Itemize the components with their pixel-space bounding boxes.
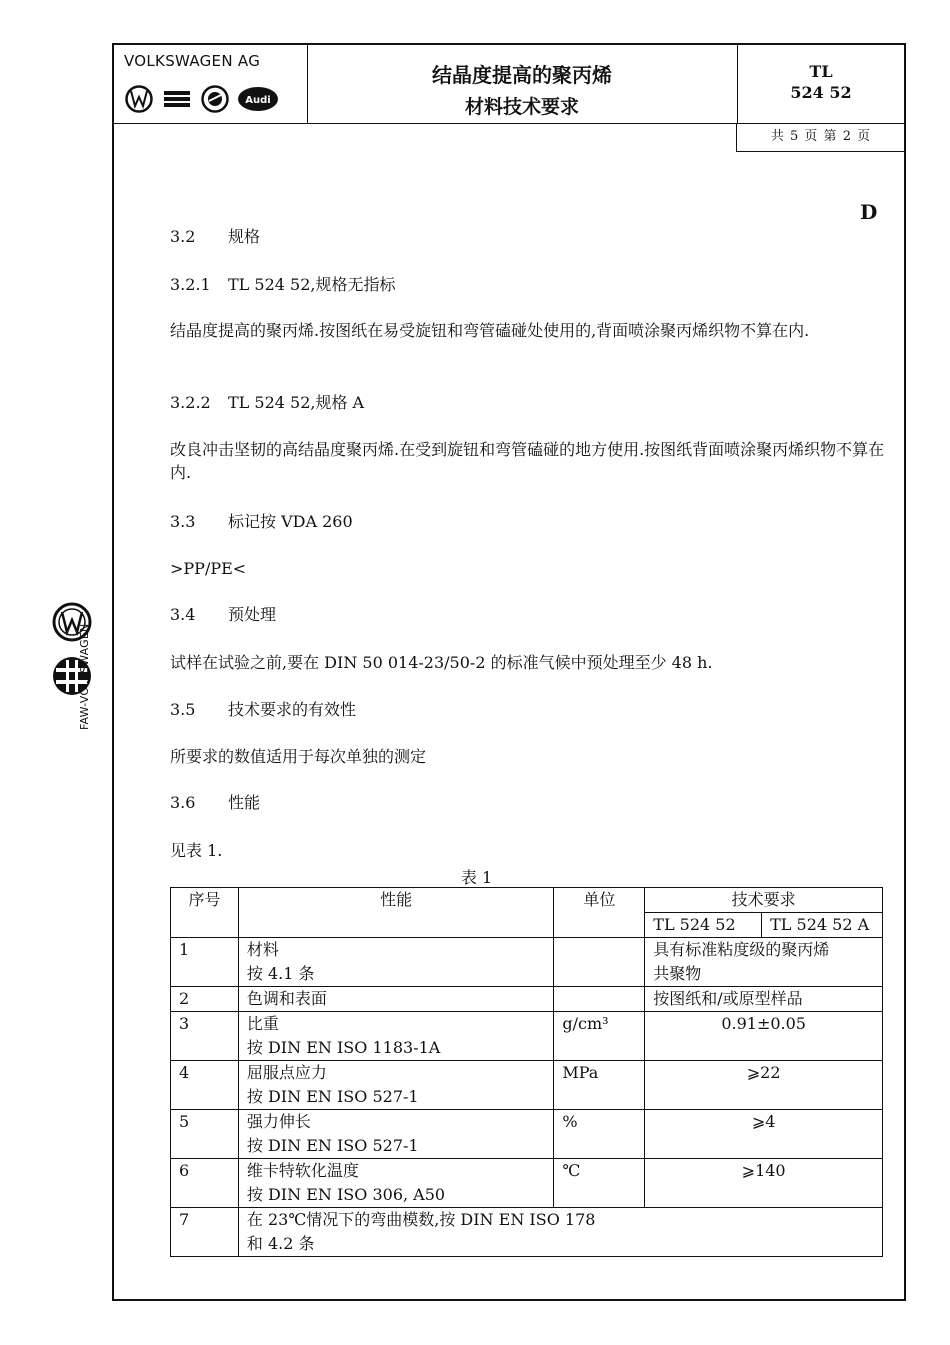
properties-table	[170, 887, 883, 1257]
row-no: 3	[171, 1012, 239, 1061]
header-docno-cell	[738, 45, 904, 123]
row-no: 5	[171, 1110, 239, 1159]
language-mark: D	[860, 200, 878, 224]
skoda-logo-icon	[198, 85, 232, 113]
header-req-b: TL 524 52 A	[762, 913, 883, 938]
doc-number: 524 52	[790, 83, 852, 102]
row-requirement: ⩾140	[645, 1159, 883, 1208]
table-row	[171, 1012, 883, 1061]
row-property: 在 23℃情况下的弯曲模数,按 DIN EN ISO 178 和 4.2 条	[238, 1208, 882, 1257]
paragraph: 试样在试验之前,要在 DIN 50 014-23/50-2 的标准气候中预处理至少 48 h.	[170, 653, 713, 672]
section-heading: 3.5 技术要求的有效性	[170, 700, 357, 719]
row-requirement: ⩾22	[645, 1061, 883, 1110]
table-row	[171, 987, 883, 1012]
row-unit	[554, 938, 645, 987]
header-property: 性能	[238, 888, 553, 938]
row-unit: g/cm³	[554, 1012, 645, 1061]
header-brand-cell	[114, 45, 308, 123]
section-heading: 3.2.1 TL 524 52,规格无指标	[170, 275, 396, 294]
row-no: 4	[171, 1061, 239, 1110]
doc-number-prefix: TL	[809, 62, 833, 81]
table-row	[171, 1208, 883, 1257]
row-no: 6	[171, 1159, 239, 1208]
brand-logos	[122, 85, 280, 113]
paragraph: 见表 1.	[170, 841, 223, 860]
header-req-a: TL 524 52	[645, 913, 762, 938]
paragraph: 所要求的数值适用于每次单独的测定	[170, 747, 427, 766]
paragraph: >PP/PE<	[170, 559, 247, 578]
row-property: 色调和表面	[238, 987, 553, 1012]
header-title-cell	[307, 45, 738, 123]
header-no: 序号	[171, 888, 239, 938]
seat-logo-icon	[160, 85, 194, 113]
row-requirement: 按图纸和/或原型样品	[645, 987, 883, 1012]
side-logo-text: FAW-VOLKSWAGEN	[78, 623, 91, 730]
row-property: 材料 按 4.1 条	[238, 938, 553, 987]
row-no: 1	[171, 938, 239, 987]
paragraph: 结晶度提高的聚丙烯.按图纸在易受旋钮和弯管磕碰处使用的,背面喷涂聚丙烯织物不算在内.	[170, 321, 810, 340]
header-requirement: 技术要求	[645, 888, 883, 913]
row-unit: %	[554, 1110, 645, 1159]
section-heading: 3.6 性能	[170, 793, 261, 812]
row-property: 比重 按 DIN EN ISO 1183-1A	[238, 1012, 553, 1061]
row-property: 强力伸长 按 DIN EN ISO 527-1	[238, 1110, 553, 1159]
row-unit	[554, 987, 645, 1012]
table-row	[171, 938, 883, 987]
row-requirement: 具有标准粘度级的聚丙烯 共聚物	[645, 938, 883, 987]
company-name: VOLKSWAGEN AG	[124, 52, 261, 70]
table-caption: 表 1	[460, 868, 493, 887]
document-subtitle: 材料技术要求	[464, 96, 579, 118]
paragraph: 改良冲击坚韧的高结晶度聚丙烯.在受到旋钮和弯管磕碰的地方使用.按图纸背面喷涂聚丙烯织物不算在内.	[170, 440, 885, 482]
section-heading: 3.2 规格	[170, 227, 261, 246]
section-heading: 3.3 标记按 VDA 260	[170, 512, 353, 531]
section-heading: 3.4 预处理	[170, 605, 277, 624]
row-unit: MPa	[554, 1061, 645, 1110]
section-heading: 3.2.2 TL 524 52,规格 A	[170, 393, 365, 412]
row-requirement: ⩾4	[645, 1110, 883, 1159]
row-no: 2	[171, 987, 239, 1012]
row-property: 维卡特软化温度 按 DIN EN ISO 306, A50	[238, 1159, 553, 1208]
page-info: 共 5 页 第 2 页	[736, 123, 905, 152]
document-header	[114, 45, 904, 124]
document-title: 结晶度提高的聚丙烯	[432, 63, 612, 87]
table-row	[171, 1061, 883, 1110]
row-no: 7	[171, 1208, 239, 1257]
row-requirement: 0.91±0.05	[645, 1012, 883, 1061]
vw-logo-icon	[122, 85, 156, 113]
table-row	[171, 1159, 883, 1208]
document-frame	[112, 43, 906, 1301]
table-row	[171, 1110, 883, 1159]
svg-text:Audi: Audi	[245, 95, 271, 106]
audi-logo-icon	[236, 85, 280, 113]
row-unit: ℃	[554, 1159, 645, 1208]
table-header-row	[171, 888, 883, 913]
header-unit: 单位	[554, 888, 645, 938]
row-property: 屈服点应力 按 DIN EN ISO 527-1	[238, 1061, 553, 1110]
